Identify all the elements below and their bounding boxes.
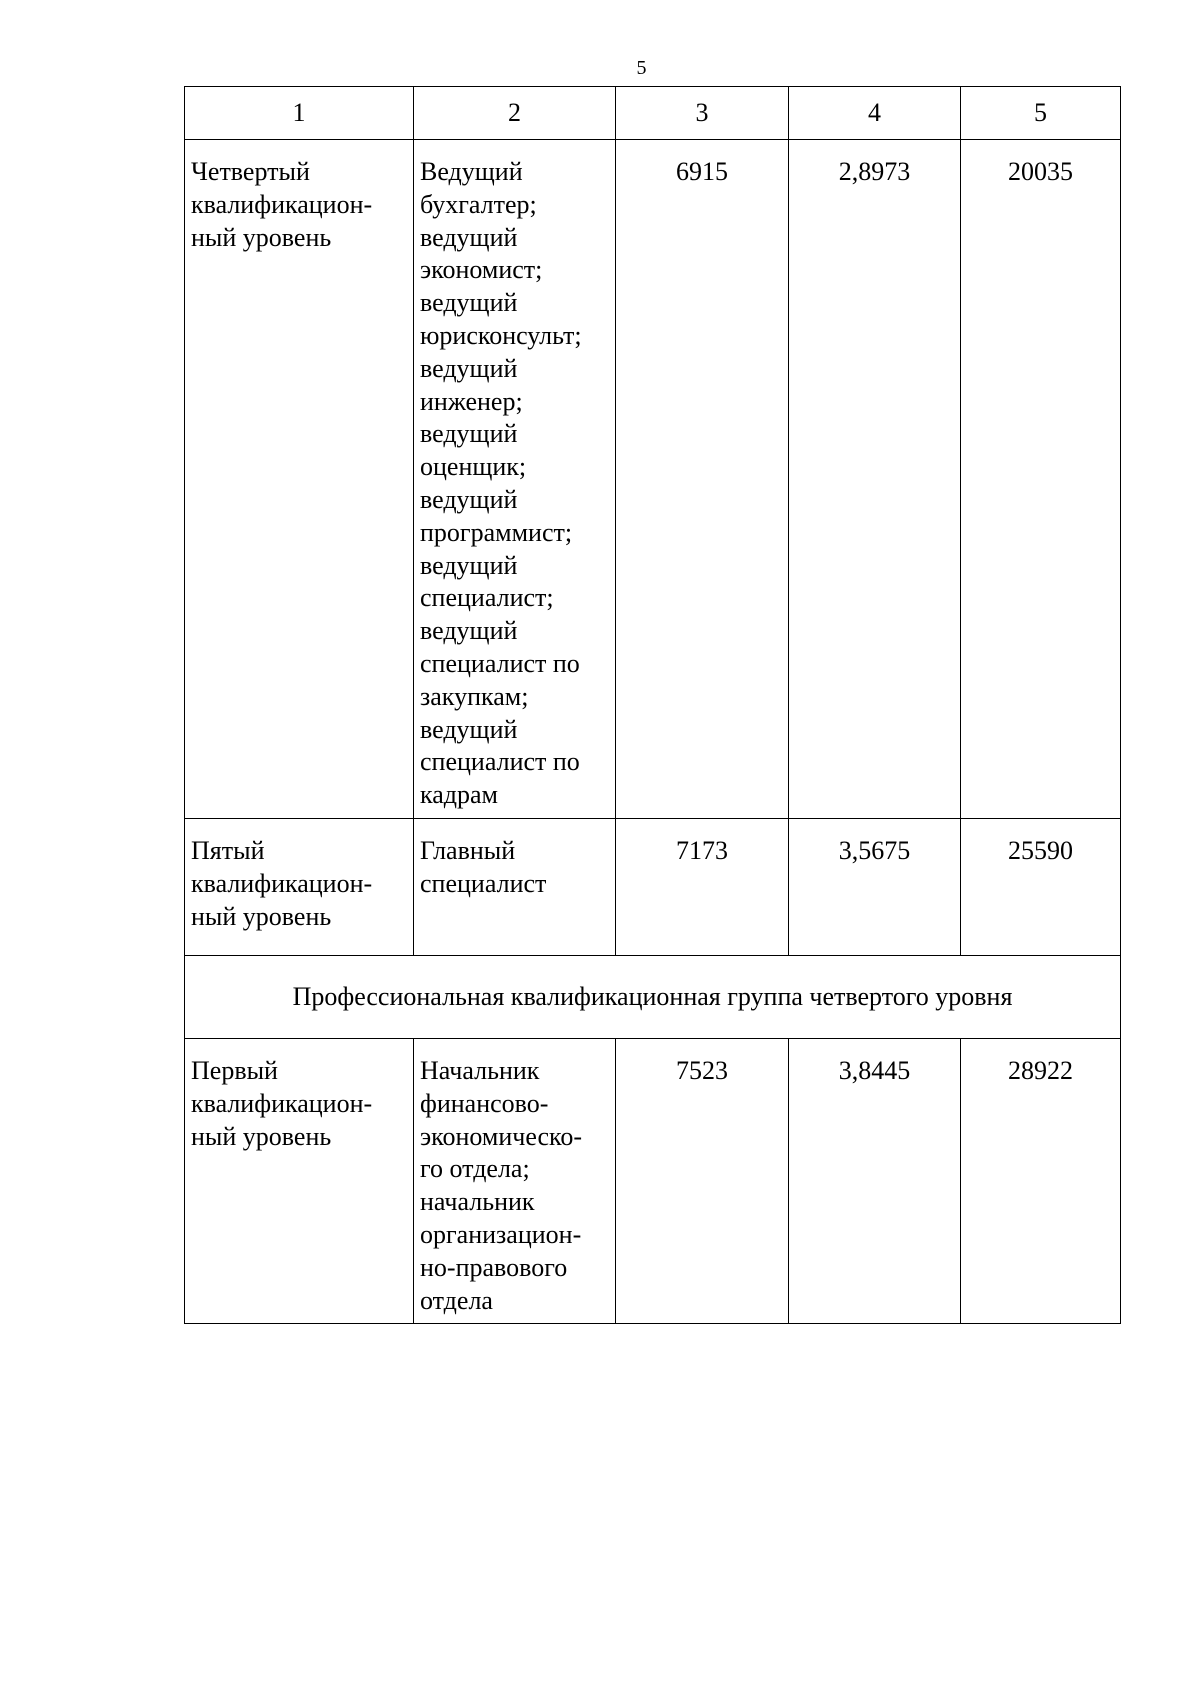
value-col3: 7173 <box>676 835 728 865</box>
positions-text: Главный специалист <box>420 835 547 898</box>
page-number: 5 <box>636 57 647 79</box>
table-header-row <box>185 87 1121 140</box>
qualification-level-cell <box>185 818 414 955</box>
value-cell-col3 <box>616 140 789 819</box>
positions-text: Ведущий бухгалтер; ведущий экономист; ведущий юрисконсульт; ведущий инженер; ведущий оценщик; ведущий программист; ведущий специалист; ведущий специалист по закупкам; ведущий специалист по кадрам <box>420 157 582 810</box>
value-cell-col4 <box>789 140 961 819</box>
qualification-level-cell <box>185 1038 414 1323</box>
positions-cell <box>414 818 616 955</box>
value-cell-col5 <box>961 818 1121 955</box>
value-col4: 3,5675 <box>838 835 911 865</box>
column-number-5: 5 <box>961 87 1121 140</box>
qualification-level-text: Первый квалификацион- ный уровень <box>191 1055 373 1151</box>
positions-text: Начальник финансово- экономическо- го отдела; начальник организацион- но-правового отдела <box>420 1055 583 1315</box>
group-heading: Профессиональная квалификационная группа четвертого уровня <box>185 955 1121 1038</box>
column-number-4: 4 <box>789 87 961 140</box>
value-col5: 28922 <box>1008 1055 1073 1085</box>
value-col5: 20035 <box>1008 157 1073 186</box>
value-cell-col5 <box>961 140 1121 819</box>
table-row <box>185 818 1121 955</box>
value-col4: 3,8445 <box>838 1055 911 1085</box>
positions-cell <box>414 1038 616 1323</box>
value-cell-col4 <box>789 1038 961 1323</box>
positions-cell <box>414 140 616 819</box>
value-col3: 7523 <box>676 1055 728 1085</box>
column-number-1: 1 <box>185 87 414 140</box>
group-heading-row <box>185 955 1121 1038</box>
value-col3: 6915 <box>676 157 728 186</box>
qualification-level-cell <box>185 140 414 819</box>
value-cell-col3 <box>616 818 789 955</box>
column-number-3: 3 <box>616 87 789 140</box>
value-cell-col3 <box>616 1038 789 1323</box>
table-row <box>185 1038 1121 1323</box>
value-cell-col4 <box>789 818 961 955</box>
value-col5: 25590 <box>1008 835 1073 865</box>
column-number-2: 2 <box>414 87 616 140</box>
salary-table <box>184 86 1121 1324</box>
value-cell-col5 <box>961 1038 1121 1323</box>
qualification-level-text: Четвертый квалификацион- ный уровень <box>191 157 373 252</box>
value-col4: 2,8973 <box>838 157 911 186</box>
table-row <box>185 140 1121 819</box>
qualification-level-text: Пятый квалификацион- ный уровень <box>191 835 373 931</box>
